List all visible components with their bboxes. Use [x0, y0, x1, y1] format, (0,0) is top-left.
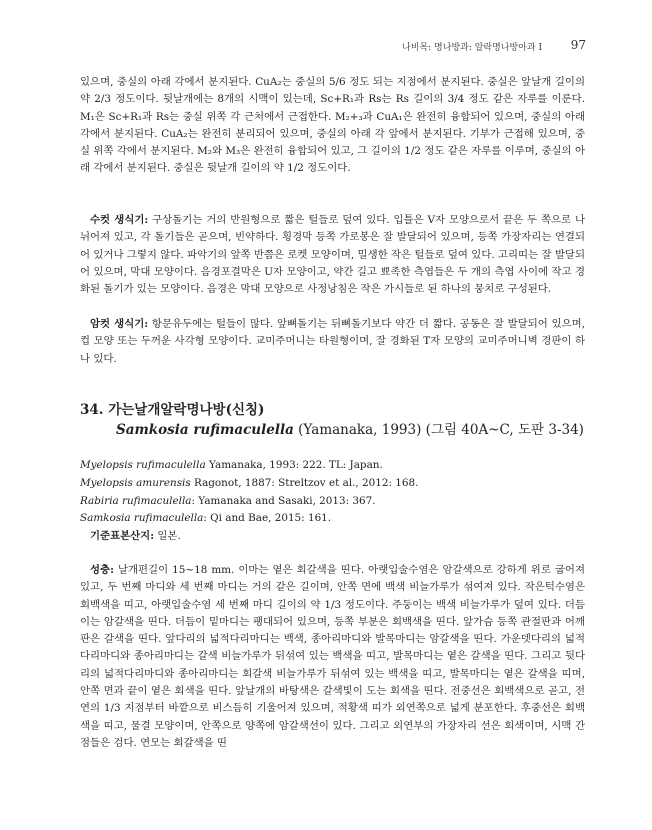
synonymy-list — [80, 457, 585, 546]
synonym-citation: : Yamanaka and Sasaki, 2013: 367. — [191, 494, 376, 507]
synonymy-entry — [80, 493, 585, 511]
type-locality-label: 기준표본산지: — [90, 530, 155, 543]
running-title: 나비목: 명나방과: 알락명나방아과 I — [402, 43, 542, 53]
adult-label: 성충: — [90, 564, 114, 576]
page-number: 97 — [570, 38, 586, 52]
venation-paragraph — [80, 74, 585, 178]
type-locality — [80, 528, 585, 546]
synonym-citation: Ragonot, 1887: Streltzov et al., 2012: 168. — [190, 476, 419, 489]
type-locality-value: 일본. — [154, 530, 181, 543]
adult-description-paragraph — [80, 562, 585, 752]
synonym-name: Myelopsis rufimaculella — [80, 459, 206, 471]
species-heading-line1 — [80, 400, 600, 420]
synonymy-entry — [80, 510, 585, 528]
male-genitalia-paragraph — [80, 212, 585, 298]
synonym-name: Myelopsis amurensis — [80, 476, 191, 489]
synonym-citation: Yamanaka, 1993: 222. TL: Japan. — [205, 459, 383, 471]
synonymy-entry — [80, 475, 585, 493]
species-author: (Yamanaka, 1993) — [298, 422, 422, 438]
synonym-citation: : Qi and Bae, 2015: 161. — [203, 512, 332, 525]
page-header — [0, 38, 652, 58]
synonym-name: Samkosia rufimaculella — [80, 512, 204, 525]
species-korean-name: 가는날개알락명나방(신칭) — [108, 402, 265, 418]
species-scientific-name: Samkosia rufimaculella — [116, 422, 294, 438]
male-genitalia-label: 수컷 생식기: — [90, 214, 149, 226]
adult-body: 날개편길이 15~18 mm. 이마는 옅은 회갈색을 띤다. 아랫입술수염은 암갈색으로 강하게 위로 굽어져 있고, 두 번째 마디와 세 번째 마디는 거의 같은 길이며, 안쪽 면에 백색 비늘가루가 섞여져 있다. 작은턱수염은 회백색을 띠고, 아랫입술수염 세 번째 마디 길이의 약 1/3 정도이다. 주둥이는 백색 비늘가루가 덮여 있다. 더듬이는 암갈색을 띤다. 더듬이 밑마디는 팽대되어 있으며, 등쪽 부분은 회백색을 띤다. 앞가슴 등쪽 관절판과 어깨판은 갈색을 띤다. 앞다리의 넓적다리마디는 백색, 종아리마디와 발목마디는 암갈색을 띤다. 가운뎃다리의 넓적다리마디와 종아리마디는 갈색 비늘가루가 뒤섞여 있는 백색을 띠고, 발목마디는 옅은 갈색을 띤다. 그리고 뒷다리의 넓적다리마디와 종아리마디는 회갈색 비늘가루가 뒤섞여 있는 백색을 띠고, 발목마디는 옅은 갈색을 띠며, 안쪽 면과 끝이 옅은 회색을 띤다. 앞날개의 바탕색은 갈색빛이 도는 회색을 띤다. 전중선은 회백색으로 곧고, 전연의 1/3 지점부터 바깥으로 비스듬히 기울어져 있으며, 적황색 띠가 외연쪽으로 넓게 분포한다. 후중선은 회백색을 띠고, 물결 모양이며, 안쪽으로 양쪽에 암갈색선이 있다. 그리고 외연부의 가장자리 선은 회색이며, 시맥 간 점들은 검다. 연모는 회갈색을 띤 — [80, 564, 585, 749]
species-heading — [80, 400, 600, 441]
species-figure-ref: (그림 40A~C, 도판 3-34) — [425, 422, 584, 438]
species-number: 34. — [80, 402, 104, 418]
female-genitalia-body: 항문유두에는 털들이 많다. 앞뼈돌기는 뒤뼈돌기보다 약간 더 짧다. 공동은 잘 발달되어 있으며, 컵 모양 또는 두꺼운 사각형 모양이다. 교미주머니는 타원형이며, 잘 경화된 T자 모양의 교미주머니벽 경판이 하나 있다. — [80, 318, 585, 365]
synonym-name: Rabiria rufimaculella — [80, 494, 192, 507]
female-genitalia-paragraph — [80, 316, 585, 368]
synonymy-entry — [80, 457, 585, 475]
venation-text: 있으며, 중실의 아래 각에서 분지된다. CuA₂는 중실의 5/6 정도 되는 지점에서 분지된다. 중실은 앞날개 길이의 약 2/3 정도이다. 뒷날개에는 8개의 시맥이 있는데, Sc+R₁과 Rs는 Rs 길이의 3/4 정도 같은 자루를 이룬다. M₁은 Sc+R₁과 Rs는 중실 위쪽 각 근처에서 근접한다. M₂+₃과 CuA₁은 완전히 융합되어 있으며, 중실의 아래 각에서 분지된다. CuA₂는 완전히 분리되어 있으며, 중실의 아래 각 앞에서 분지된다. 기부가 근접해 있으며, 중실 위쪽 각에서 분지된다. M₂와 M₃은 완전히 융합되어 있고, 그 길이의 1/2 정도 같은 자루를 이루며, 중실의 아래 각에서 분지된다. 중실은 뒷날개 길이의 약 1/2 정도이다. — [80, 76, 585, 175]
male-genitalia-text — [80, 212, 585, 298]
female-genitalia-label: 암컷 생식기: — [90, 318, 149, 330]
adult-description-text — [80, 562, 585, 752]
female-genitalia-text — [80, 316, 585, 368]
species-heading-line2 — [80, 420, 600, 441]
male-genitalia-body: 구상돌기는 거의 반원형으로 짧은 털들로 덮여 있다. 입틀은 V자 모양으로서 끝은 두 쪽으로 나뉘어져 있고, 각 돌기들은 곧으며, 빈약하다. 횡경막 등쪽 가로봉은 잘 발달되어 있으며, 등쪽 가장자리는 연결되어 있거나 그렇지 않다. 파악기의 앞쪽 반쯤은 로켓 모양이며, 밀생한 작은 털들로 덮여 있다. 고리띠는 잘 발달되어 있으며, 막대 모양이다. 음경포결막은 U자 모양이고, 약간 길고 뾰족한 측엽들은 두 개의 측엽 사이에 작고 경화된 돌기가 있는 모양이다. 음경은 막대 모양으로 사정낭침은 작은 가시들로 된 하나의 뭉치로 구성된다. — [80, 214, 585, 296]
